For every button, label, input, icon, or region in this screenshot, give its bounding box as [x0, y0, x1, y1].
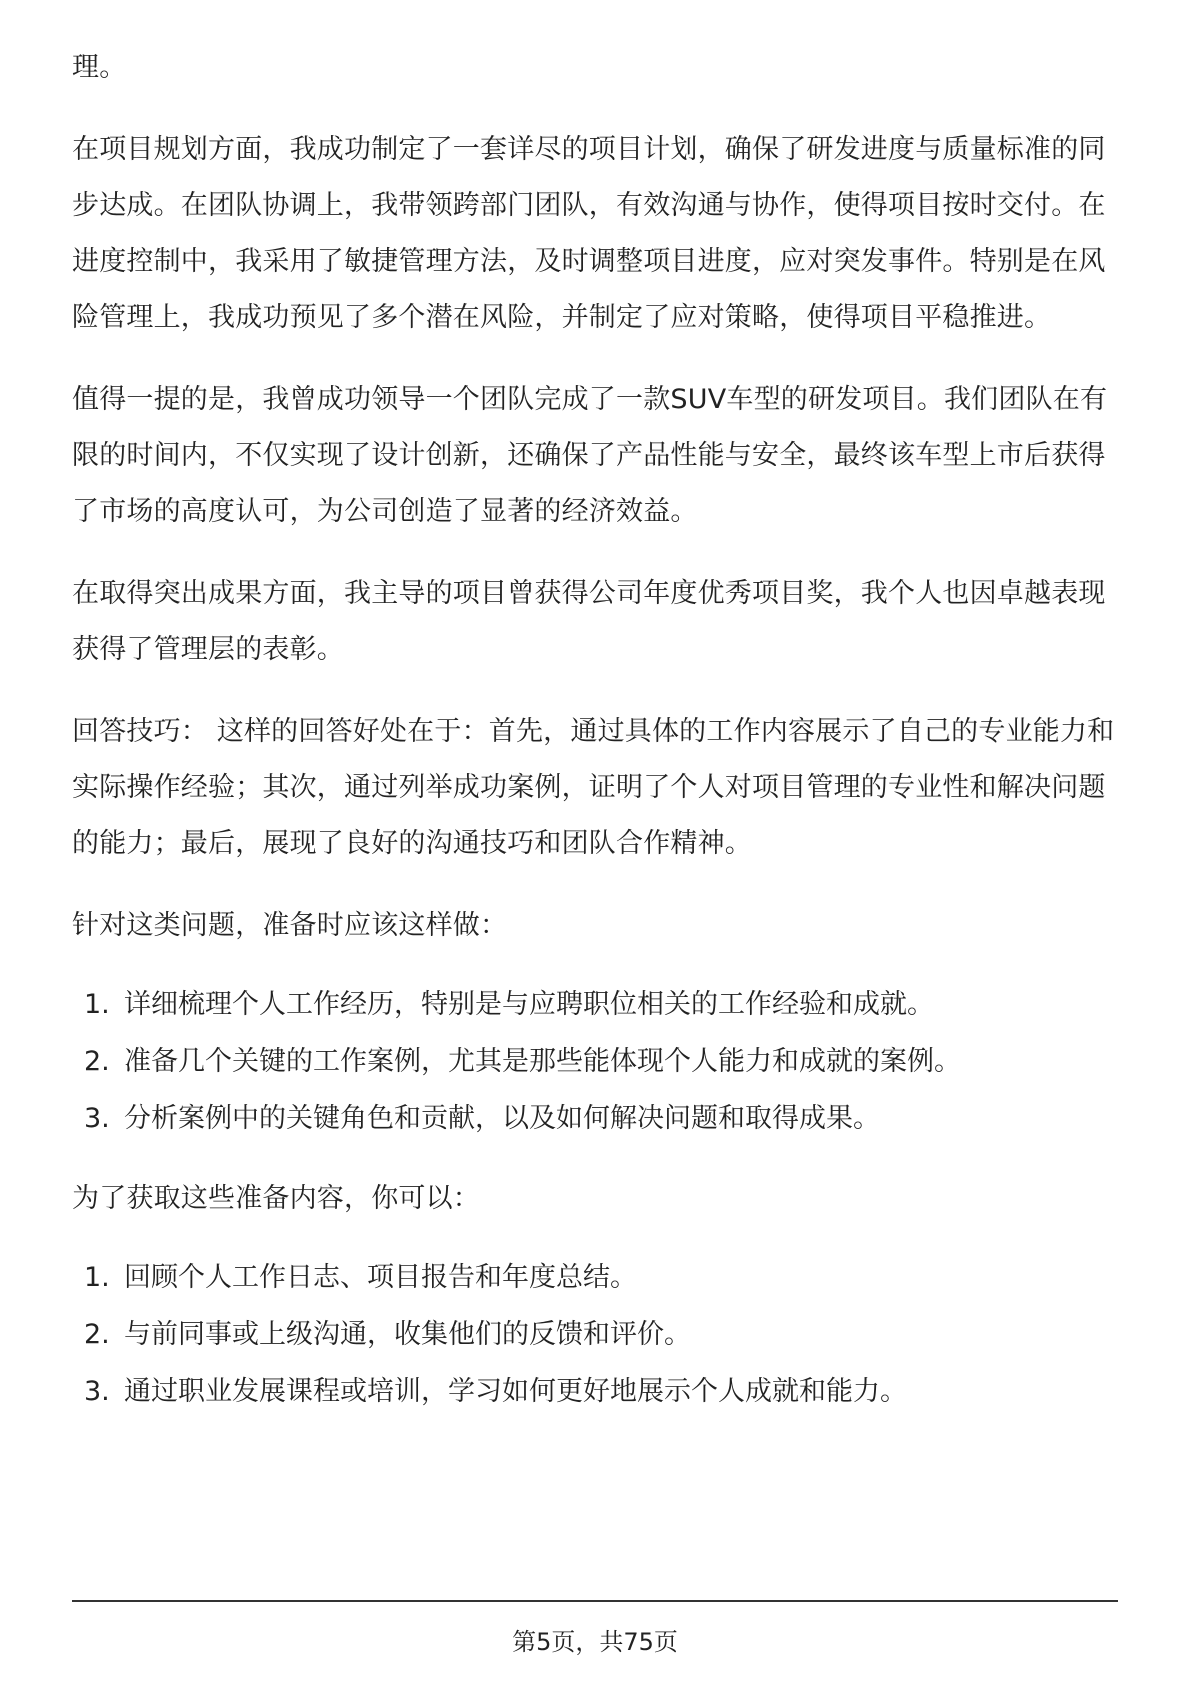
paragraph-sources-intro: 为了获取这些准备内容，你可以：: [72, 1183, 480, 1214]
list-item-number: 1.: [84, 1262, 110, 1293]
list-item: [72, 1033, 1118, 1090]
list-item: [72, 1249, 1118, 1306]
paragraph-preparation-intro: 针对这类问题，准备时应该这样做：: [72, 910, 508, 941]
page-number: 第5页，共75页: [512, 1628, 678, 1656]
paragraph-achievements: 在取得突出成果方面，我主导的项目曾获得公司年度优秀项目奖，我个人也因卓越表现获得了管理层的表彰。: [72, 578, 1106, 665]
list-item-number: 3.: [84, 1103, 110, 1134]
list-item-text: 详细梳理个人工作经历，特别是与应聘职位相关的工作经验和成就。: [124, 989, 934, 1020]
list-item-number: 3.: [84, 1376, 110, 1407]
footer-divider: [72, 1600, 1118, 1602]
preparation-list: [72, 976, 1118, 1147]
list-item-text: 通过职业发展课程或培训，学习如何更好地展示个人成就和能力。: [124, 1376, 907, 1407]
list-item-text: 分析案例中的关键角色和贡献，以及如何解决问题和取得成果。: [124, 1103, 880, 1134]
list-item: [72, 1090, 1118, 1147]
paragraph-answer-tips: 回答技巧： 这样的回答好处在于：首先，通过具体的工作内容展示了自己的专业能力和实际操作经验；其次，通过列举成功案例，证明了个人对项目管理的专业性和解决问题的能力；最后，展现了良好的沟通技巧和团队合作精神。: [72, 716, 1115, 859]
sources-list: [72, 1249, 1118, 1420]
list-item: [72, 1306, 1118, 1363]
paragraph-continuation: 理。: [72, 52, 127, 83]
list-item: [72, 976, 1118, 1033]
paragraph-suv-project: 值得一提的是，我曾成功领导一个团队完成了一款SUV车型的研发项目。我们团队在有限的时间内，不仅实现了设计创新，还确保了产品性能与安全，最终该车型上市后获得了市场的高度认可，为公司创造了显著的经济效益。: [72, 384, 1108, 527]
document-body: [72, 40, 1118, 1420]
list-item-number: 1.: [84, 989, 110, 1020]
list-item: [72, 1363, 1118, 1420]
list-item-number: 2.: [84, 1319, 110, 1350]
list-item-text: 准备几个关键的工作案例，尤其是那些能体现个人能力和成就的案例。: [124, 1046, 961, 1077]
list-item-number: 2.: [84, 1046, 110, 1077]
paragraph-project-management: 在项目规划方面，我成功制定了一套详尽的项目计划，确保了研发进度与质量标准的同步达成。在团队协调上，我带领跨部门团队，有效沟通与协作，使得项目按时交付。在进度控制中，我采用了敏捷管理方法，及时调整项目进度，应对突发事件。特别是在风险管理上，我成功预见了多个潜在风险，并制定了应对策略，使得项目平稳推进。: [72, 134, 1106, 333]
list-item-text: 回顾个人工作日志、项目报告和年度总结。: [124, 1262, 637, 1293]
list-item-text: 与前同事或上级沟通，收集他们的反馈和评价。: [124, 1319, 691, 1350]
